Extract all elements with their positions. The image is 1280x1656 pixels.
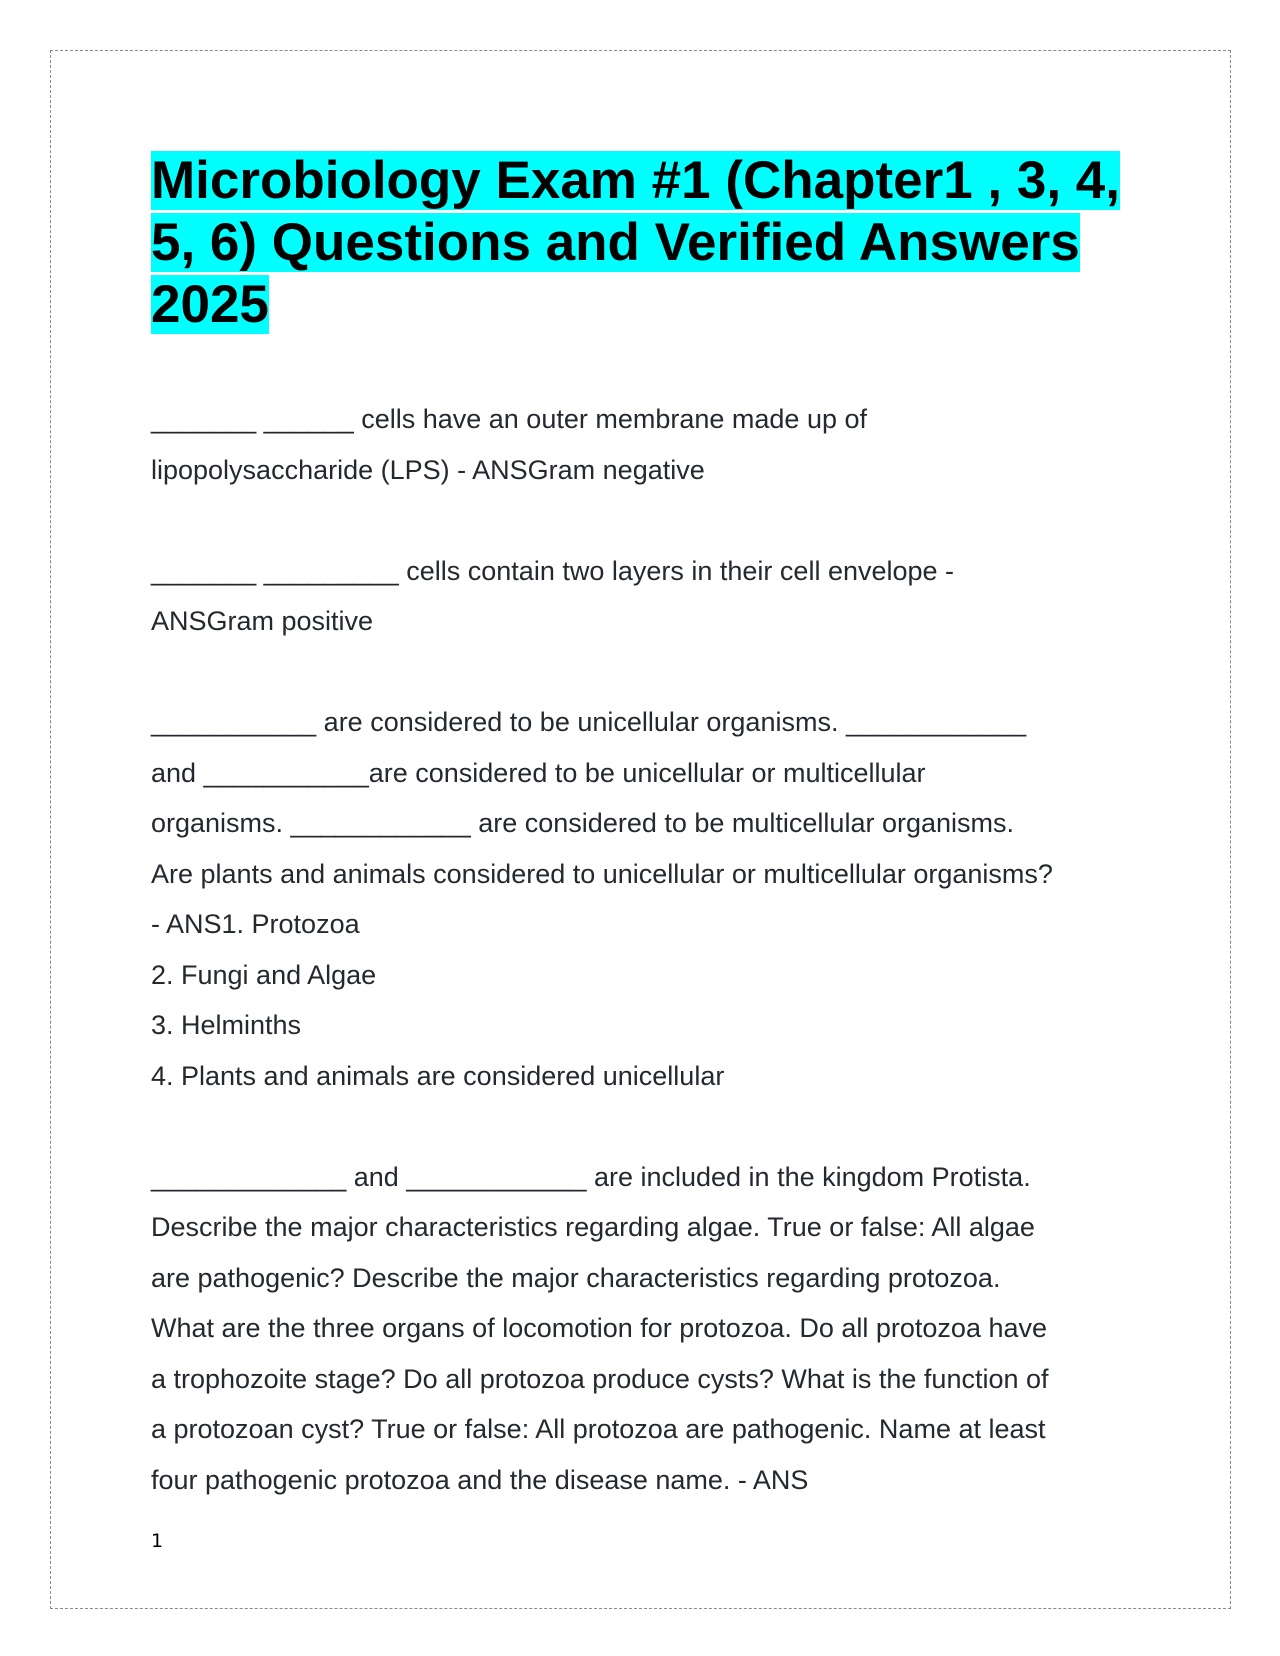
question-line: organisms. ____________ are considered to be multicellular organisms. [151,808,1014,838]
question-line: _______ ______ cells have an outer membrane made up of [151,404,868,434]
question-line: _______ _________ cells contain two layers in their cell envelope - [151,555,955,586]
answer-line: 2. Fungi and Algae [151,959,377,990]
question-line: a trophozoite stage? Do all protozoa produce cysts? What is the function of [151,1363,1049,1394]
paragraph-spacer [151,1101,1136,1152]
question-block-3 [151,697,1136,1101]
question-line: and ___________are considered to be unicellular or multicellular [151,757,926,788]
answer-line: 4. Plants and animals are considered unicellular [151,1060,725,1091]
question-block-4 [151,1152,1136,1506]
page-number: 1 [151,1530,164,1552]
question-block-2 [151,546,1136,647]
answer-line: 3. Helminths [151,1010,302,1040]
answer-line: - ANS1. Protozoa [151,909,360,939]
document-title [151,150,1136,336]
question-block-1 [151,394,1136,495]
title-highlight: Microbiology Exam #1 (Chapter1 , 3, 4, 5, 6) Questions and Verified Answers 2025 [151,151,1121,334]
question-line: _____________ and ____________ are included in the kingdom Protista. [151,1161,1031,1192]
question-line: lipopolysaccharide (LPS) - ANSGram negative [151,454,705,485]
question-line: Describe the major characteristics regarding algae. True or false: All algae [151,1212,1035,1242]
question-line: four pathogenic protozoa and the disease name. - ANS [151,1464,809,1495]
document-content [151,150,1136,1505]
question-line: What are the three organs of locomotion for protozoa. Do all protozoa have [151,1313,1048,1343]
question-line: ANSGram positive [151,606,374,636]
paragraph-spacer [151,647,1136,698]
question-line: are pathogenic? Describe the major characteristics regarding protozoa. [151,1262,1001,1293]
paragraph-spacer [151,495,1136,546]
question-line: a protozoan cyst? True or false: All protozoa are pathogenic. Name at least [151,1414,1046,1444]
question-line: Are plants and animals considered to unicellular or multicellular organisms? [151,858,1053,889]
question-line: ___________ are considered to be unicellular organisms. ____________ [151,707,1027,737]
